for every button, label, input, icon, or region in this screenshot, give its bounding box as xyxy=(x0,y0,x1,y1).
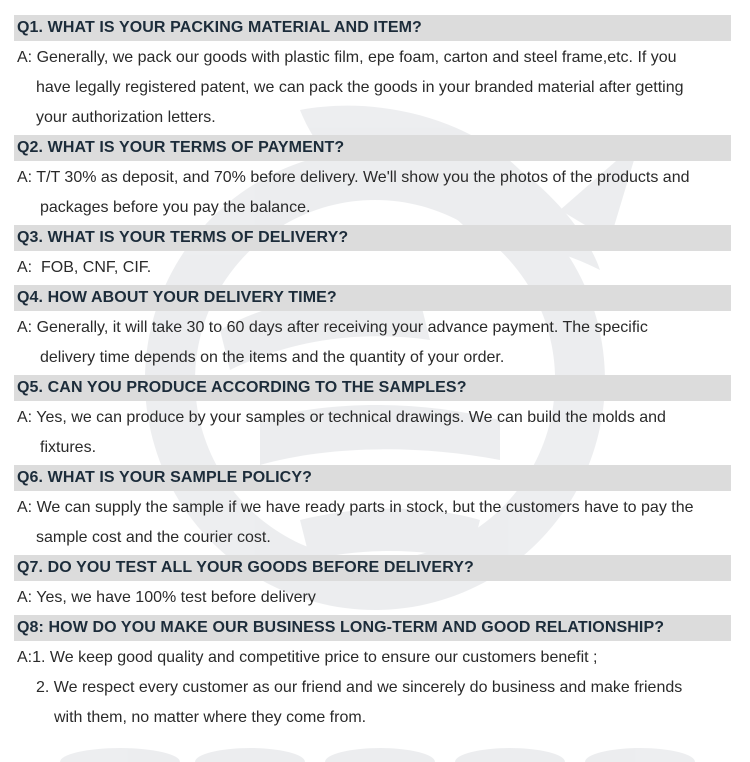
answer-line: A: T/T 30% as deposit, and 70% before delivery. We'll show you the photos of the products and xyxy=(17,169,690,186)
answer-line: A: FOB, CNF, CIF. xyxy=(17,259,152,276)
faq-question: Q3. WHAT IS YOUR TERMS OF DELIVERY? xyxy=(14,225,731,251)
answer-line: packages before you pay the balance. xyxy=(40,199,311,216)
faq-answer xyxy=(17,313,648,373)
faq-question: Q6. WHAT IS YOUR SAMPLE POLICY? xyxy=(14,465,731,491)
answer-line: with them, no matter where they come from. xyxy=(54,709,367,726)
faq-question: Q5. CAN YOU PRODUCE ACCORDING TO THE SAMPLES? xyxy=(14,375,731,401)
faq-answer xyxy=(17,163,690,223)
answer-line: A: We can supply the sample if we have ready parts in stock, but the customers have to pay the xyxy=(17,499,694,516)
faq-question: Q2. WHAT IS YOUR TERMS OF PAYMENT? xyxy=(14,135,731,161)
faq-answer xyxy=(17,643,682,733)
answer-line: A: Yes, we have 100% test before delivery xyxy=(17,589,316,606)
faq-answer xyxy=(17,403,666,463)
answer-line: have legally registered patent, we can pack the goods in your branded material after getting xyxy=(36,79,684,96)
answer-line: A: Generally, it will take 30 to 60 days after receiving your advance payment. The specific xyxy=(17,319,648,336)
faq-question: Q8: HOW DO YOU MAKE OUR BUSINESS LONG-TERM AND GOOD RELATIONSHIP? xyxy=(14,615,731,641)
faq-question: Q1. WHAT IS YOUR PACKING MATERIAL AND ITEM? xyxy=(14,15,731,41)
answer-line: fixtures. xyxy=(40,439,97,456)
faq-answer xyxy=(17,43,684,133)
faq-answer xyxy=(17,253,151,283)
answer-line: 2. We respect every customer as our friend and we sincerely do business and make friends xyxy=(36,679,683,696)
answer-line: A:1. We keep good quality and competitive price to ensure our customers benefit ; xyxy=(17,649,598,666)
answer-line: delivery time depends on the items and the quantity of your order. xyxy=(40,349,505,366)
answer-line: A: Yes, we can produce by your samples or technical drawings. We can build the molds and xyxy=(17,409,666,426)
faq-answer xyxy=(17,583,316,613)
faq-question: Q4. HOW ABOUT YOUR DELIVERY TIME? xyxy=(14,285,731,311)
answer-line: A: Generally, we pack our goods with plastic film, epe foam, carton and steel frame,etc. If you xyxy=(17,49,677,66)
faq-question: Q7. DO YOU TEST ALL YOUR GOODS BEFORE DELIVERY? xyxy=(14,555,731,581)
answer-line: your authorization letters. xyxy=(36,109,216,126)
answer-line: sample cost and the courier cost. xyxy=(36,529,271,546)
faq-answer xyxy=(17,493,694,553)
